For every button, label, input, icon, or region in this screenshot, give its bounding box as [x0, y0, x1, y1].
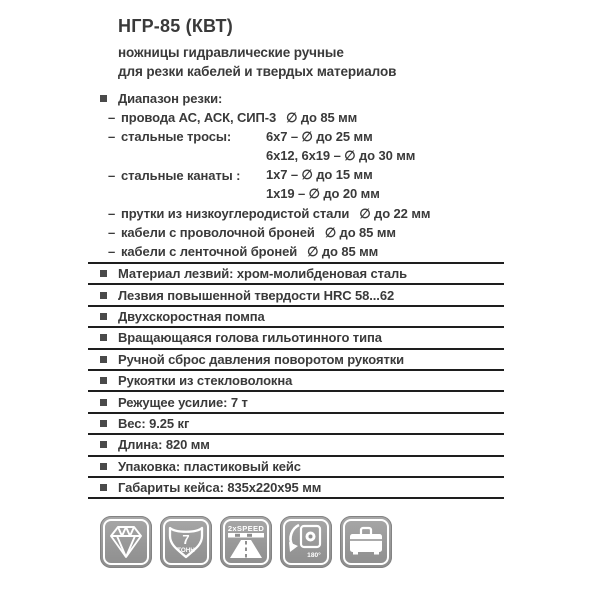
range-value: 6х7 – ∅ до 25 мм — [266, 128, 373, 144]
dash-marker: – — [108, 225, 116, 241]
header — [118, 16, 518, 81]
range-row — [88, 204, 504, 223]
square-bullet-icon — [100, 356, 107, 363]
badges-row — [100, 516, 392, 568]
range-row — [88, 166, 504, 185]
range-label: стальные тросы: — [121, 129, 232, 145]
range-value: ∅ до 85 мм — [286, 109, 358, 125]
range-label: провода АС, АСК, СИП-3 — [121, 110, 277, 126]
range-label: прутки из низкоуглеродистой стали — [121, 206, 350, 222]
feature-text: Лезвия повышенной твердости HRC 58...62 — [118, 287, 395, 303]
range-label: стальные канаты : — [121, 167, 241, 183]
range-value: 1х19 – ∅ до 20 мм — [266, 186, 380, 202]
feature-text: Режущее усилие: 7 т — [118, 394, 248, 410]
range-label: кабели с ленточной броней — [121, 244, 298, 260]
dash-marker: – — [108, 129, 116, 145]
feature-text: Длина: 820 мм — [118, 437, 210, 453]
feature-row — [88, 455, 504, 476]
feature-text: Материал лезвий: хром-молибденовая сталь — [118, 266, 408, 282]
range-row — [88, 242, 504, 261]
range-row — [88, 127, 504, 146]
badge-2x-speed — [220, 516, 272, 568]
badge-rotate-180 — [280, 516, 332, 568]
square-bullet-icon — [100, 292, 107, 299]
speed-label: 2xSPEED — [227, 524, 265, 533]
cutting-range-section — [88, 88, 504, 262]
square-bullet-icon — [100, 399, 107, 406]
feature-row — [88, 412, 504, 433]
feature-row — [88, 262, 504, 283]
feature-text: Габариты кейса: 835х220х95 мм — [118, 480, 322, 496]
range-label: кабели с проволочной броней — [121, 225, 315, 241]
square-bullet-icon — [100, 441, 107, 448]
range-value: 1х7 – ∅ до 15 мм — [266, 167, 373, 183]
feature-text: Вес: 9.25 кг — [118, 415, 190, 431]
feature-row — [88, 305, 504, 326]
feature-row — [88, 283, 504, 304]
range-value: ∅ до 22 мм — [359, 205, 431, 221]
badge-hardness — [100, 516, 152, 568]
dash-marker: – — [108, 167, 116, 183]
square-bullet-icon — [100, 463, 107, 470]
dash-marker: – — [108, 206, 116, 222]
feature-row — [88, 348, 504, 369]
square-bullet-icon — [100, 377, 107, 384]
square-bullet-icon — [100, 95, 107, 102]
feature-text: Двухскоростная помпа — [118, 308, 265, 324]
feature-row — [88, 476, 504, 497]
range-row — [88, 108, 504, 127]
product-subtitle-line1: ножницы гидравлические ручные — [118, 45, 344, 60]
dash-marker: – — [108, 244, 116, 260]
range-value: ∅ до 85 мм — [324, 224, 396, 240]
page-title: НГР-85 (КВТ) — [118, 16, 233, 36]
range-row — [88, 146, 504, 165]
7-tons-icon — [160, 516, 212, 568]
feature-row — [88, 390, 504, 411]
features-list — [88, 262, 504, 499]
feature-row — [88, 326, 504, 347]
feature-row — [88, 369, 504, 390]
range-row — [88, 185, 504, 204]
square-bullet-icon — [100, 270, 107, 277]
rotate-180-icon — [280, 516, 332, 568]
tons-number-label: 7 — [182, 532, 190, 547]
product-subtitle-line2: для резки кабелей и твердых материалов — [118, 63, 397, 79]
diamond-icon — [100, 516, 152, 568]
square-bullet-icon — [100, 484, 107, 491]
range-value: 6х12, 6х19 – ∅ до 30 мм — [266, 147, 416, 163]
2x-speed-icon — [220, 516, 272, 568]
feature-text: Рукоятки из стекловолокна — [118, 373, 293, 389]
square-bullet-icon — [100, 313, 107, 320]
cutting-range-heading-row — [88, 88, 504, 108]
feature-text: Вращающаяся голова гильотинного типа — [118, 330, 382, 346]
square-bullet-icon — [100, 334, 107, 341]
feature-text: Ручной сброс давления поворотом рукоятки — [118, 351, 405, 367]
rotation-angle-label: 180° — [307, 552, 321, 559]
dash-marker: – — [108, 110, 116, 126]
badge-case — [340, 516, 392, 568]
range-row — [88, 223, 504, 242]
square-bullet-icon — [100, 420, 107, 427]
badge-7-tons — [160, 516, 212, 568]
cutting-range-heading: Диапазон резки: — [118, 90, 223, 106]
feature-text: Упаковка: пластиковый кейс — [118, 458, 301, 474]
case-icon — [340, 516, 392, 568]
range-value: ∅ до 85 мм — [307, 243, 379, 259]
tons-unit-label: ТОНН — [177, 547, 195, 554]
feature-row — [88, 433, 504, 454]
